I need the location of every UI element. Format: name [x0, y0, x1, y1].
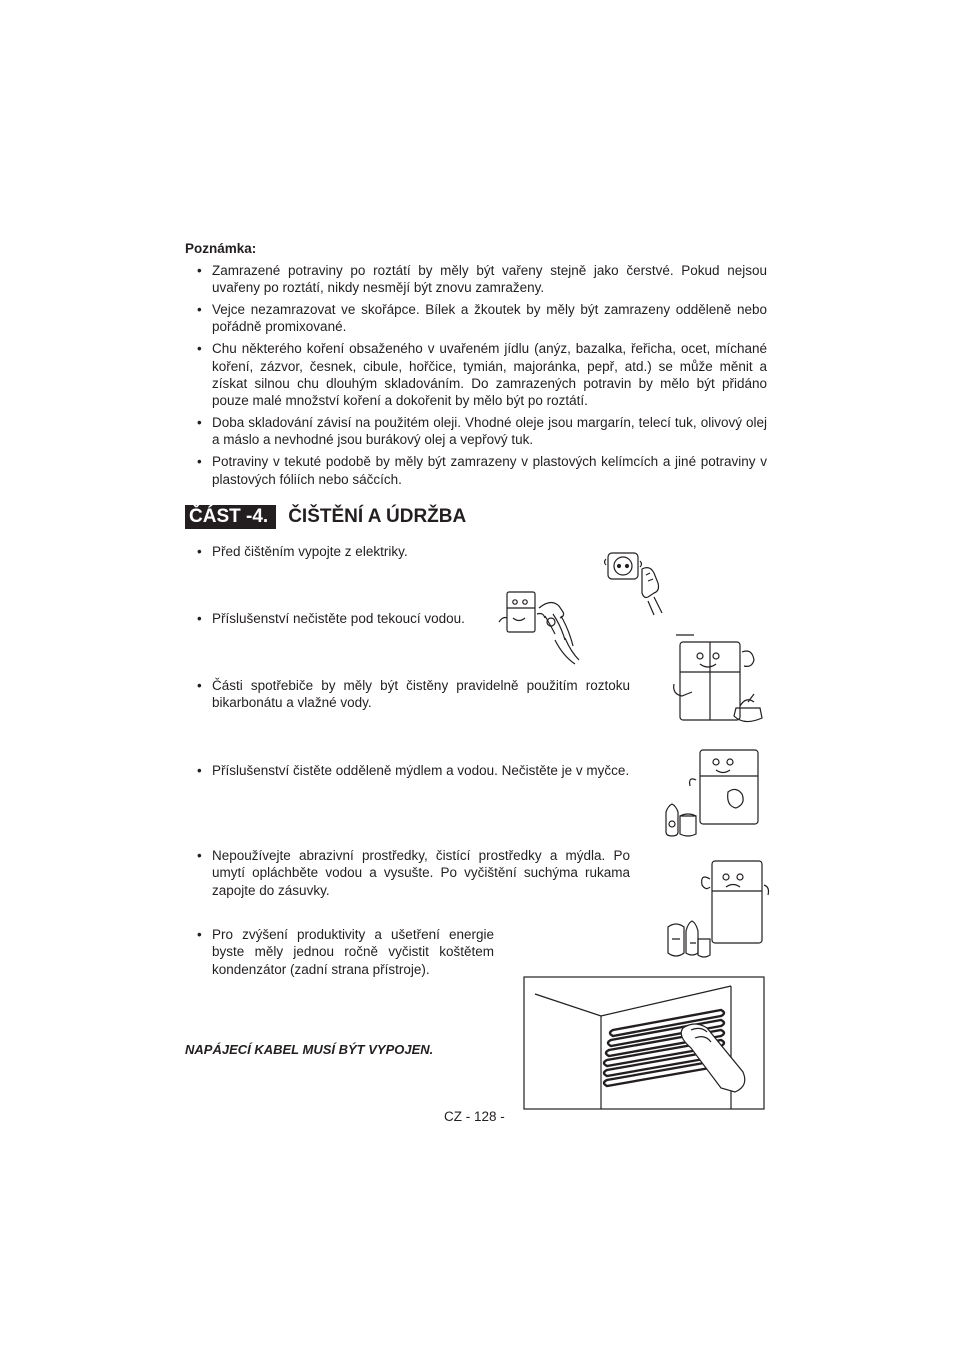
section-title: ČIŠTĚNÍ A ÚDRŽBA	[288, 506, 467, 527]
cleaning-item-bicarbonate: • Části spotřebiče by měly být čistěny pravidelně použitím roztoku bikarbonátu a vlažné vody.	[197, 677, 630, 712]
section-badge: ČÁST -4.	[185, 505, 276, 529]
page-number: CZ - 128 -	[444, 1109, 505, 1124]
note-item: • Potraviny v tekuté podobě by měly být zamrazeny v plastových kelímcích a jiné potraviny v plastových fóliích nebo sáčcích.	[197, 453, 767, 488]
unplug-illustration	[602, 545, 674, 617]
section-heading	[185, 505, 466, 529]
no-abrasives-illustration	[662, 855, 770, 963]
power-cable-warning: NAPÁJECÍ KABEL MUSÍ BÝT VYPOJEN.	[185, 1042, 434, 1057]
note-item: • Vejce nezamrazovat ve skořápce. Bílek a žkoutek by měly být zamrazeny odděleně nebo pořádně promixované.	[197, 301, 767, 336]
soap-illustration	[660, 742, 764, 838]
bicarbonate-illustration	[670, 632, 768, 734]
note-list	[197, 262, 767, 493]
condenser-illustration	[523, 976, 765, 1110]
cleaning-item-condenser: • Pro zvýšení produktivity a ušetření energie byste měly jednou ročně vyčistit koštětem kondenzátor (zadní strana přístroje).	[197, 926, 494, 978]
note-title: Poznámka:	[185, 241, 257, 256]
note-item: • Chu některého koření obsaženého v uvařeném jídlu (anýz, bazalka, řeřicha, ocet, míchané koření, zázvor, česnek, cibule, hořčice, tymián, majoránka, pepř, atd.) se může měnit a získat silnou chu dlouhým skladováním. Do zamrazených potravin by mělo být přidáno pouze malé množství koření a dokořenit by mělo být po roztátí.	[197, 340, 767, 409]
tap-water-illustration	[495, 578, 591, 670]
cleaning-item-unplug: • Před čištěním vypojte z elektriky.	[197, 543, 512, 560]
note-item: • Doba skladování závisí na použitém oleji. Vhodné oleje jsou margarín, telecí tuk, olivový olej a máslo a nevhodné jsou burákový olej a vepřový tuk.	[197, 414, 767, 449]
cleaning-item-no-running-water: • Příslušenství nečistěte pod tekoucí vodou.	[197, 610, 512, 627]
cleaning-item-no-abrasives: • Nepoužívejte abrazivní prostředky, čistící prostředky a mýdla. Po umytí opláchběte vodou a vysušte. Po vyčištění suchýma rukama zapojte do zásuvky.	[197, 847, 630, 899]
cleaning-item-soap-water: • Příslušenství čistěte odděleně mýdlem a vodou. Nečistěte je v myčce.	[197, 762, 630, 779]
note-item: • Zamrazené potraviny po roztátí by měly být vařeny stejně jako čerstvé. Pokud nejsou uvařeny po roztátí, nikdy nesmějí být znovu zamraženy.	[197, 262, 767, 297]
